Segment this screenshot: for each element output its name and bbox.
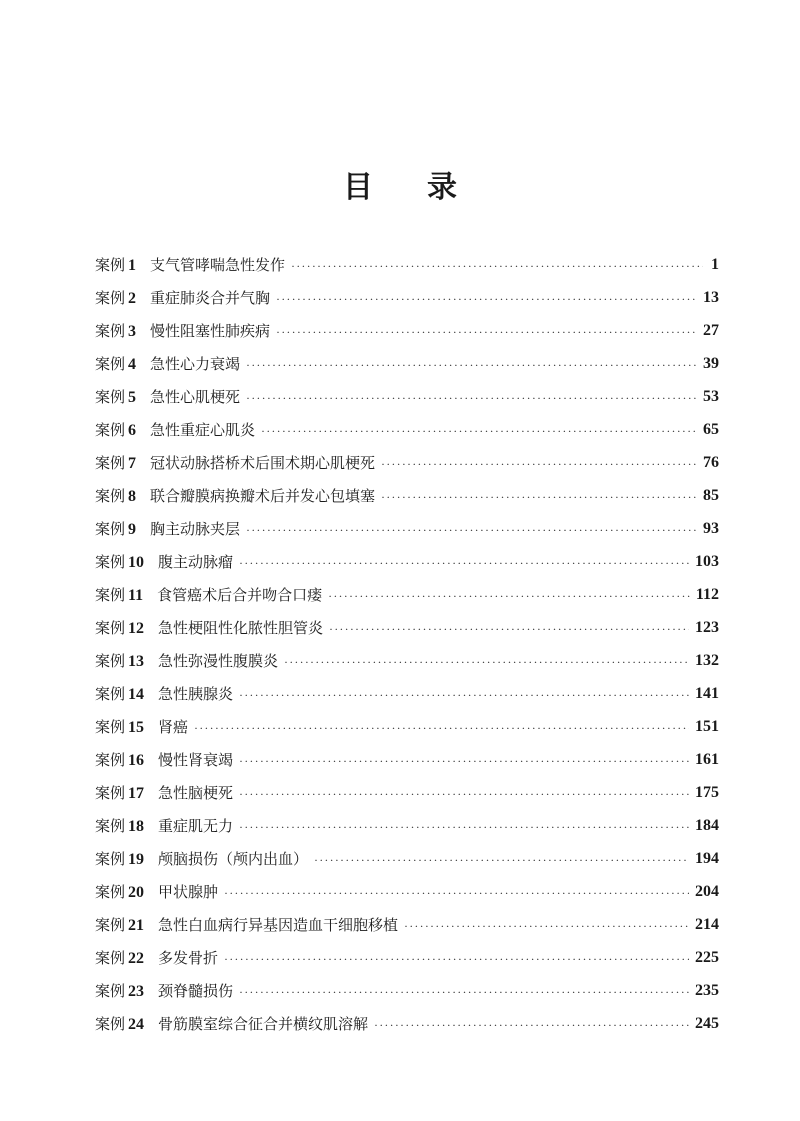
case-number: 18 <box>128 818 145 835</box>
dot-leader <box>239 556 689 570</box>
dot-leader <box>246 358 697 372</box>
case-label-prefix: 案例 <box>95 586 126 604</box>
dot-leader <box>404 919 689 933</box>
case-label <box>95 980 144 1001</box>
case-label <box>95 287 136 308</box>
case-label <box>95 881 144 902</box>
page-title-char: 录 <box>427 170 457 206</box>
page-number: 204 <box>695 882 719 900</box>
page-number: 39 <box>703 354 719 372</box>
case-title[interactable]: 冠状动脉搭桥术后围术期心肌梗死 <box>150 454 376 472</box>
case-label <box>95 716 144 737</box>
toc-entry[interactable] <box>95 875 719 908</box>
dot-leader <box>239 787 689 801</box>
case-title[interactable]: 急性心力衰竭 <box>150 355 241 373</box>
toc-entry[interactable] <box>95 974 719 1007</box>
page-number: 65 <box>703 420 719 438</box>
dot-leader <box>224 886 689 900</box>
case-number: 10 <box>128 554 145 571</box>
case-label-prefix: 案例 <box>95 520 126 538</box>
toc-entry[interactable] <box>95 908 719 941</box>
case-label <box>95 518 136 539</box>
case-label-prefix: 案例 <box>95 619 126 637</box>
case-title[interactable]: 急性胰腺炎 <box>158 685 234 703</box>
case-title[interactable]: 慢性阻塞性肺疾病 <box>150 322 271 340</box>
case-title[interactable]: 胸主动脉夹层 <box>150 520 241 538</box>
page-number: 112 <box>695 585 719 603</box>
case-label <box>95 947 144 968</box>
case-label-prefix: 案例 <box>95 652 126 670</box>
dot-leader <box>224 952 689 966</box>
case-label-prefix: 案例 <box>95 289 126 307</box>
case-number: 22 <box>128 950 145 967</box>
case-label <box>95 386 136 407</box>
case-number: 24 <box>128 1016 145 1033</box>
case-number: 16 <box>128 752 145 769</box>
case-title[interactable]: 支气管哮喘急性发作 <box>150 256 286 274</box>
dot-leader <box>314 853 689 867</box>
case-label-prefix: 案例 <box>95 685 126 703</box>
case-label <box>95 485 136 506</box>
case-label-prefix: 案例 <box>95 784 126 802</box>
toc-entry[interactable] <box>95 479 719 512</box>
case-label-prefix: 案例 <box>95 322 126 340</box>
case-number: 2 <box>128 290 137 307</box>
toc-entry[interactable] <box>95 347 719 380</box>
case-title[interactable]: 骨筋膜室综合征合并横纹肌溶解 <box>158 1015 369 1033</box>
case-label-prefix: 案例 <box>95 421 126 439</box>
toc-entry[interactable] <box>95 545 719 578</box>
case-label <box>95 782 144 803</box>
case-label <box>95 683 144 704</box>
case-title[interactable]: 联合瓣膜病换瓣术后并发心包填塞 <box>150 487 376 505</box>
dot-leader <box>239 985 689 999</box>
toc-entry[interactable] <box>95 578 719 611</box>
case-title[interactable]: 急性弥漫性腹膜炎 <box>158 652 279 670</box>
case-label-prefix: 案例 <box>95 982 126 1000</box>
toc-entry[interactable] <box>95 380 719 413</box>
toc-entry[interactable] <box>95 809 719 842</box>
case-label-prefix: 案例 <box>95 1015 126 1033</box>
page-number: 76 <box>703 453 719 471</box>
toc-entry[interactable] <box>95 413 719 446</box>
case-number: 23 <box>128 983 145 1000</box>
case-number: 15 <box>128 719 145 736</box>
case-number: 14 <box>128 686 145 703</box>
toc-entry[interactable] <box>95 644 719 677</box>
case-label-prefix: 案例 <box>95 487 126 505</box>
case-label <box>95 551 144 572</box>
table-of-contents <box>95 248 719 1040</box>
toc-entry[interactable] <box>95 281 719 314</box>
toc-entry[interactable] <box>95 1007 719 1040</box>
case-label <box>95 650 144 671</box>
case-title[interactable]: 慢性肾衰竭 <box>158 751 234 769</box>
dot-leader <box>374 1018 689 1032</box>
case-number: 12 <box>128 620 145 637</box>
case-label <box>95 617 144 638</box>
case-label <box>95 353 136 374</box>
toc-entry[interactable] <box>95 611 719 644</box>
dot-leader <box>284 655 689 669</box>
case-number: 17 <box>128 785 145 802</box>
case-number: 21 <box>128 917 145 934</box>
case-number: 20 <box>128 884 145 901</box>
dot-leader <box>381 490 697 504</box>
dot-leader <box>239 820 689 834</box>
page-number: 235 <box>695 981 719 999</box>
case-title[interactable]: 急性白血病行异基因造血干细胞移植 <box>158 916 399 934</box>
dot-leader <box>246 391 697 405</box>
case-number: 5 <box>128 389 137 406</box>
toc-entry[interactable] <box>95 941 719 974</box>
case-label-prefix: 案例 <box>95 817 126 835</box>
case-title[interactable]: 重症肺炎合并气胸 <box>150 289 271 307</box>
case-label <box>95 254 136 275</box>
case-title[interactable]: 急性重症心肌炎 <box>150 421 256 439</box>
case-label-prefix: 案例 <box>95 949 126 967</box>
page-number: 53 <box>703 387 719 405</box>
case-title[interactable]: 颅脑损伤（颅内出血） <box>158 850 309 868</box>
case-number: 7 <box>128 455 137 472</box>
page-number: 1 <box>711 255 719 273</box>
dot-leader <box>328 589 690 603</box>
toc-entry[interactable] <box>95 776 719 809</box>
case-label <box>95 452 136 473</box>
case-label-prefix: 案例 <box>95 751 126 769</box>
dot-leader <box>239 754 689 768</box>
page-number: 103 <box>695 552 719 570</box>
case-title[interactable]: 急性脑梗死 <box>158 784 234 802</box>
case-label-prefix: 案例 <box>95 850 126 868</box>
case-title[interactable]: 重症肌无力 <box>158 817 234 835</box>
dot-leader <box>329 622 689 636</box>
page-number: 13 <box>703 288 719 306</box>
dot-leader <box>291 259 703 273</box>
case-title[interactable]: 甲状腺肿 <box>158 883 219 901</box>
case-label <box>95 848 144 869</box>
page-number: 132 <box>695 651 719 669</box>
toc-entry[interactable] <box>95 842 719 875</box>
dot-leader <box>381 457 697 471</box>
case-label-prefix: 案例 <box>95 388 126 406</box>
case-label <box>95 914 144 935</box>
case-number: 9 <box>128 521 137 538</box>
case-label-prefix: 案例 <box>95 883 126 901</box>
case-number: 13 <box>128 653 145 670</box>
case-title[interactable]: 多发骨折 <box>158 949 219 967</box>
page-number: 93 <box>703 519 719 537</box>
case-label-prefix: 案例 <box>95 256 126 274</box>
dot-leader <box>276 292 697 306</box>
page-title-char: 目 <box>343 170 373 206</box>
case-title[interactable]: 食管癌术后合并吻合口瘘 <box>157 586 323 604</box>
page-number: 194 <box>695 849 719 867</box>
toc-entry[interactable] <box>95 743 719 776</box>
page-title <box>0 162 800 206</box>
page-number: 27 <box>703 321 719 339</box>
toc-entry[interactable] <box>95 710 719 743</box>
case-label <box>95 320 136 341</box>
page-number: 214 <box>695 915 719 933</box>
page-number: 175 <box>695 783 719 801</box>
dot-leader <box>261 424 697 438</box>
page-number: 161 <box>695 750 719 768</box>
case-title[interactable]: 急性心肌梗死 <box>150 388 241 406</box>
dot-leader <box>239 688 689 702</box>
dot-leader <box>246 523 697 537</box>
case-label <box>95 815 144 836</box>
case-number: 4 <box>128 356 137 373</box>
case-label-prefix: 案例 <box>95 916 126 934</box>
case-number: 3 <box>128 323 137 340</box>
case-label <box>95 1013 144 1034</box>
case-label <box>95 419 136 440</box>
page-number: 85 <box>703 486 719 504</box>
case-label-prefix: 案例 <box>95 718 126 736</box>
page-number: 225 <box>695 948 719 966</box>
toc-entry[interactable] <box>95 677 719 710</box>
case-label-prefix: 案例 <box>95 553 126 571</box>
case-title[interactable]: 颈脊髓损伤 <box>158 982 234 1000</box>
page-number: 151 <box>695 717 719 735</box>
case-title[interactable]: 急性梗阻性化脓性胆管炎 <box>158 619 324 637</box>
case-label <box>95 749 144 770</box>
dot-leader <box>194 721 689 735</box>
case-number: 19 <box>128 851 145 868</box>
toc-entry[interactable] <box>95 512 719 545</box>
page-number: 141 <box>695 684 719 702</box>
toc-entry[interactable] <box>95 314 719 347</box>
case-label <box>95 584 143 605</box>
case-number: 11 <box>128 587 144 604</box>
toc-entry[interactable] <box>95 446 719 479</box>
case-label-prefix: 案例 <box>95 454 126 472</box>
dot-leader <box>276 325 697 339</box>
page-number: 184 <box>695 816 719 834</box>
case-number: 8 <box>128 488 137 505</box>
case-title[interactable]: 肾癌 <box>158 718 189 736</box>
page-number: 123 <box>695 618 719 636</box>
case-number: 1 <box>128 257 137 274</box>
toc-entry[interactable] <box>95 248 719 281</box>
case-number: 6 <box>128 422 137 439</box>
page-number: 245 <box>695 1014 719 1032</box>
case-title[interactable]: 腹主动脉瘤 <box>158 553 234 571</box>
case-label-prefix: 案例 <box>95 355 126 373</box>
